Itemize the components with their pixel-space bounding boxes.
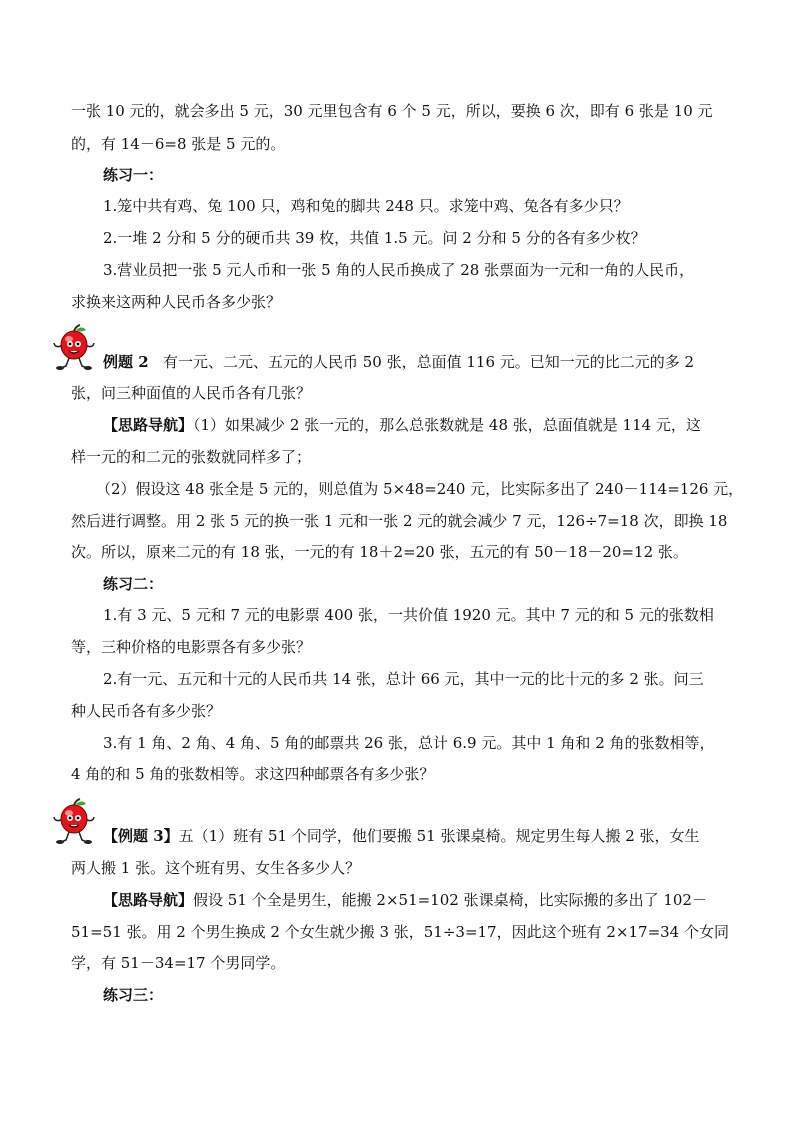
text-line: 51=51 张。用 2 个男生换成 2 个女生就少搬 3 张，51÷3=17，因此这个班有 2×17=34 个女同 [71,923,729,941]
text-line: 两人搬 1 张。这个班有男、女生各多少人？ [71,859,361,877]
text-line: （2）假设这 48 张全是 5 元的，则总值为 5×48=240 元，比实际多出了 240－114=126 元， [96,480,744,498]
practice-item: 3.营业员把一张 5 元人币和一张 5 角的人民币换成了 28 张票面为一元和一角的人民币， [103,261,695,279]
practice-item: 2.一堆 2 分和 5 分的硬币共 39 枚，共值 1.5 元。问 2 分和 5 分的各有多少枚？ [103,229,646,247]
practice-item: 2.有一元、五元和十元的人民币共 14 张，总计 66 元，其中一元的比十元的多 2 张。问三 [103,670,704,688]
apple-mascot-icon [50,324,98,372]
practice-item: 1.有 3 元、5 元和 7 元的电影票 400 张，一共价值 1920 元。其中 7 元的和 5 元的张数相 [103,606,714,624]
practice-item: 3.有 1 角、2 角、4 角、5 角的邮票共 26 张，总计 6.9 元。其中 1 角和 2 角的张数相等， [103,734,715,752]
hint-label: 【思路导航】 [103,416,194,434]
text-line: 种人民币各有多少张？ [71,702,222,720]
text-line: 张，问三种面值的人民币各有几张？ [71,384,312,402]
text-line: 4 角的和 5 角的张数相等。求这四种邮票各有多少张？ [71,765,435,783]
text-line: 然后进行调整。用 2 张 5 元的换一张 1 元和一张 2 元的就会减少 7 元，126÷7=18 次，即换 18 [71,512,728,530]
apple-mascot-icon [50,798,98,846]
example-2-line [103,352,694,372]
practice-3-heading: 练习三： [103,986,164,1004]
example-3-line [103,826,700,846]
practice-item: 1.笼中共有鸡、兔 100 只，鸡和兔的脚共 248 只。求笼中鸡、兔各有多少只？ [103,197,629,215]
hint-text: （1）如果减少 2 张一元的，那么总张数就是 48 张，总面值就是 114 元，这 [193,416,701,434]
hint-text: 假设 51 个全是男生，能搬 2×51=102 张课桌椅，比实际搬的多出了 102－ [193,891,707,909]
text-line: 学，有 51－34=17 个男同学。 [71,954,286,972]
text-line: 等，三种价格的电影票各有多少张？ [71,638,312,656]
text-line: 一张 10 元的，就会多出 5 元，30 元里包含有 6 个 5 元，所以，要换 6 次，即有 6 张是 10 元 [71,102,713,120]
hint-line [103,415,701,435]
text-line: 求换来这两种人民币各多少张？ [71,293,282,311]
hint-line [103,890,707,910]
example-3-label: 【例题 3】 [103,827,179,845]
example-2-label: 例题 2 [103,353,149,371]
example-2-text: 有一元、二元、五元的人民币 50 张，总面值 116 元。已知一元的比二元的多 2 [162,353,695,371]
hint-label: 【思路导航】 [103,891,194,909]
practice-1-heading: 练习一： [103,166,164,184]
practice-2-heading: 练习二： [103,575,164,593]
text-line: 样一元的和二元的张数就同样多了； [71,448,312,466]
text-line: 的，有 14－6=8 张是 5 元的。 [71,135,286,153]
example-3-text: 五（1）班有 51 个同学，他们要搬 51 张课桌椅。规定男生每人搬 2 张，女生 [178,827,700,845]
text-line: 次。所以，原来二元的有 18 张，一元的有 18＋2=20 张，五元的有 50－18－20=12 张。 [71,543,688,561]
